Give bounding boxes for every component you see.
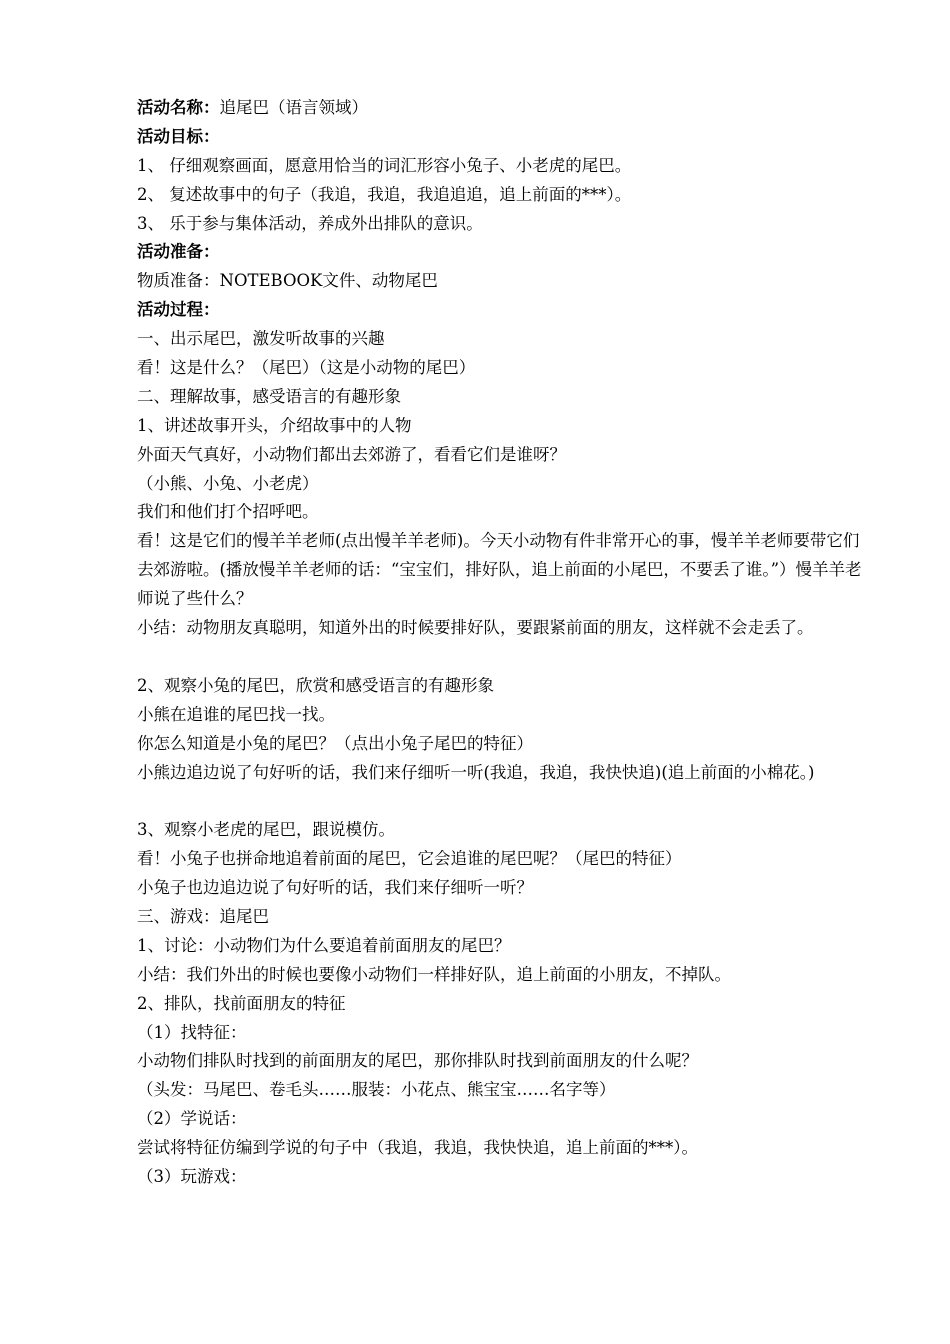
process-paragraph: （头发：马尾巴、卷毛头……服装：小花点、熊宝宝……名字等）: [137, 1080, 616, 1100]
process-paragraph: 尝试将特征仿编到学说的句子中（我追，我追，我快快追，追上前面的***）。: [137, 1138, 698, 1158]
process-paragraph: 看！这是它们的慢羊羊老师(点出慢羊羊老师)。今天小动物有件非常开心的事，慢羊羊老师要带它们去郊游啦。(播放慢羊羊老师的话：“宝宝们，排好队，追上前面的小尾巴，不要丢了谁。”）慢羊羊老师说了些什么？: [137, 531, 862, 609]
process-paragraph: 1、讨论：小动物们为什么要追着前面朋友的尾巴？: [137, 935, 511, 955]
goals-heading: 活动目标：: [137, 126, 220, 146]
process-paragraph: 二、理解故事，感受语言的有趣形象: [137, 386, 401, 406]
goal-item: 2、 复述故事中的句子（我追，我追，我追追追，追上前面的***）。: [137, 184, 632, 204]
process-paragraph: 一、出示尾巴，激发听故事的兴趣: [137, 329, 385, 349]
process-paragraph: 小结：动物朋友真聪明，知道外出的时候要排好队，要跟紧前面的朋友，这样就不会走丢了。: [137, 618, 814, 638]
document-body: [137, 94, 862, 1192]
process-paragraph: （小熊、小兔、小老虎）: [137, 473, 319, 493]
process-paragraph: 看！这是什么？（尾巴）（这是小动物的尾巴）: [137, 358, 476, 378]
process-paragraph: 外面天气真好，小动物们都出去郊游了，看看它们是谁呀？: [137, 444, 566, 464]
process-paragraph: 小动物们排队时找到的前面朋友的尾巴，那你排队时找到前面朋友的什么呢？: [137, 1051, 698, 1071]
process-paragraph: 2、排队，找前面朋友的特征: [137, 993, 346, 1013]
prep-heading: 活动准备：: [137, 242, 220, 262]
prep-text: 物质准备：NOTEBOOK文件、动物尾巴: [137, 271, 438, 291]
goal-item: 3、 乐于参与集体活动，养成外出排队的意识。: [137, 213, 483, 233]
process-paragraph: 小熊在追谁的尾巴找一找。: [137, 704, 335, 724]
process-paragraph: 三、游戏：追尾巴: [137, 906, 269, 926]
process-paragraph: 看！小兔子也拼命地追着前面的尾巴，它会追谁的尾巴呢？（尾巴的特征）: [137, 849, 682, 869]
process-paragraph: （2）学说话：: [137, 1109, 247, 1129]
goal-item: 1、 仔细观察画面，愿意用恰当的词汇形容小兔子、小老虎的尾巴。: [137, 155, 632, 175]
process-paragraph: 小熊边追边说了句好听的话，我们来仔细听一听(我追，我追，我快快追)(追上前面的小棉花。): [137, 762, 815, 782]
process-heading: 活动过程：: [137, 300, 220, 320]
process-paragraph: （1）找特征：: [137, 1022, 247, 1042]
process-paragraph: （3）玩游戏：: [137, 1167, 247, 1186]
process-paragraph: 1、讲述故事开头，介绍故事中的人物: [137, 415, 412, 435]
process-paragraph: 我们和他们打个招呼吧。: [137, 502, 319, 522]
activity-name-line: [137, 94, 862, 123]
process-paragraph: 3、观察小老虎的尾巴，跟说模仿。: [137, 820, 395, 840]
process-paragraph: 小兔子也边追边说了句好听的话，我们来仔细听一听？: [137, 878, 533, 898]
activity-name-label: 活动名称：: [137, 98, 220, 117]
activity-name-value: 追尾巴（语言领域）: [219, 98, 368, 117]
process-paragraph: 2、观察小兔的尾巴，欣赏和感受语言的有趣形象: [137, 675, 494, 695]
process-paragraph: 你怎么知道是小兔的尾巴？（点出小兔子尾巴的特征）: [137, 733, 533, 753]
process-paragraph: 小结：我们外出的时候也要像小动物们一样排好队，追上前面的小朋友，不掉队。: [137, 964, 731, 984]
